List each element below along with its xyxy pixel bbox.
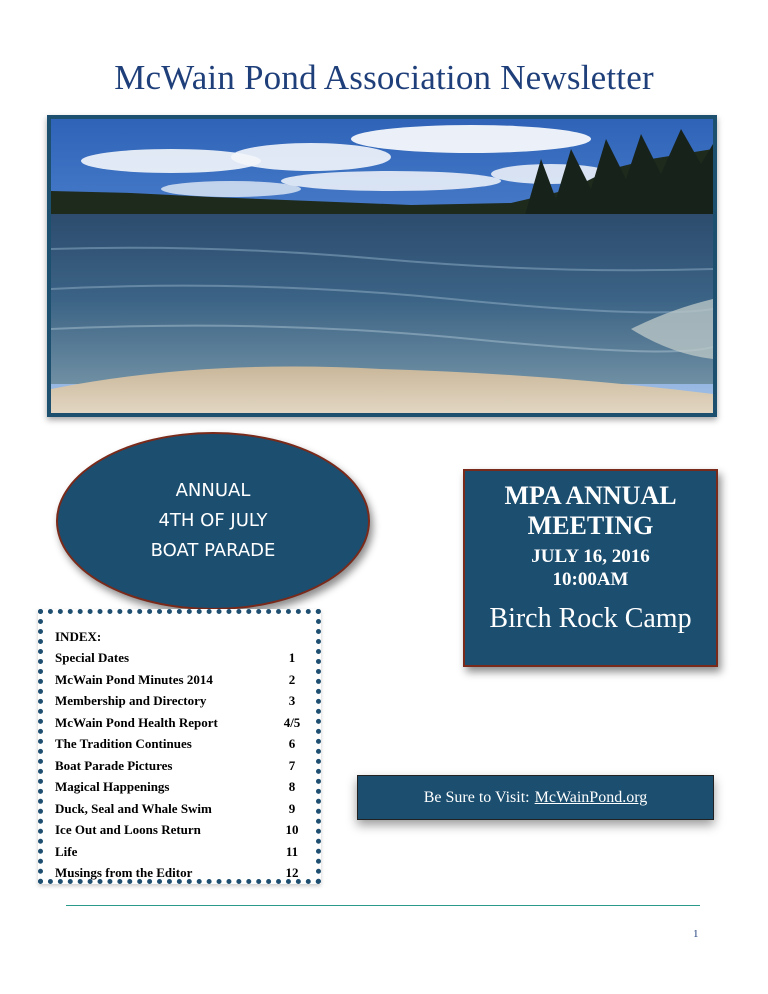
index-label: Membership and Directory	[55, 693, 207, 708]
boat-parade-ellipse	[56, 432, 370, 610]
lake-photo	[47, 115, 717, 417]
index-row	[55, 819, 316, 841]
index-row	[55, 712, 316, 734]
index-label: Duck, Seal and Whale Swim	[55, 800, 212, 816]
index-row	[55, 647, 316, 669]
meeting-date: JULY 16, 2016	[531, 546, 650, 567]
parade-line-2: 4TH OF JULY	[158, 510, 268, 531]
index-page: 12	[285, 865, 299, 880]
meeting-time: 10:00AM	[552, 569, 629, 590]
meeting-heading-1: MPA ANNUAL	[504, 481, 677, 510]
index-page: 10	[285, 822, 299, 837]
index-page: 8	[288, 779, 296, 794]
index-page: 11	[285, 843, 299, 859]
index-label: The Tradition Continues	[55, 736, 192, 751]
index-box	[38, 609, 321, 884]
visit-website-banner	[357, 775, 714, 820]
index-label: Musings from the Editor	[55, 865, 193, 880]
parade-line-3: BOAT PARADE	[150, 540, 276, 561]
meeting-place: Birch Rock Camp	[489, 603, 692, 634]
index-row	[55, 798, 316, 820]
index-label: McWain Pond Minutes 2014	[55, 671, 213, 687]
footer-divider	[66, 905, 700, 906]
lake-photo-image	[51, 119, 713, 413]
visit-prefix: Be Sure to Visit:	[423, 788, 530, 806]
index-page: 7	[288, 757, 296, 773]
index-row	[55, 755, 316, 777]
index-row	[55, 841, 316, 863]
index-label: Special Dates	[55, 650, 130, 665]
index-page: 2	[288, 671, 296, 687]
index-label: Life	[55, 843, 78, 859]
index-page: 9	[288, 800, 296, 816]
index-page: 1	[288, 650, 296, 665]
parade-line-1: ANNUAL	[175, 480, 251, 501]
index-row	[55, 776, 316, 798]
index-label: McWain Pond Health Report	[55, 714, 218, 730]
newsletter-title: McWain Pond Association Newsletter	[114, 58, 654, 97]
index-page: 3	[288, 693, 296, 708]
meeting-heading-2: MEETING	[527, 511, 654, 540]
index-row	[55, 862, 316, 884]
index-title: INDEX:	[55, 629, 102, 644]
index-label: Ice Out and Loons Return	[55, 822, 201, 837]
index-page: 4/5	[283, 714, 301, 730]
annual-meeting-box	[463, 469, 718, 667]
index-row	[55, 690, 316, 712]
page-number: 1	[693, 928, 699, 940]
index-page: 6	[288, 736, 296, 751]
index-row	[55, 733, 316, 755]
index-label: Boat Parade Pictures	[55, 757, 173, 773]
index-row	[55, 669, 316, 691]
website-link[interactable]: McWainPond.org	[534, 788, 648, 806]
index-label: Magical Happenings	[55, 779, 170, 794]
